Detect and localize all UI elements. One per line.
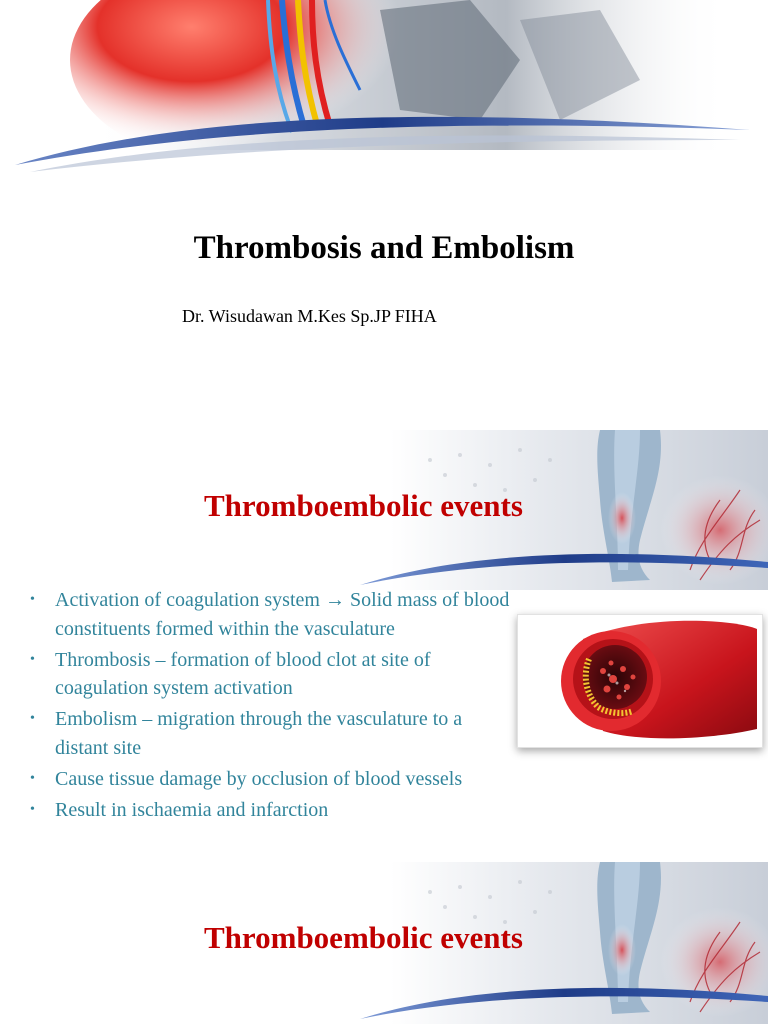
blood-vessel-image	[517, 614, 763, 748]
bullet-marker: •	[30, 592, 35, 607]
author-line: Dr. Wisudawan M.Kes Sp.JP FIHA	[182, 306, 437, 326]
bullet-marker: •	[30, 651, 35, 667]
thromboembolic-slide	[0, 430, 768, 855]
title-slide	[0, 0, 768, 410]
slide-heading: Thromboembolic events	[204, 488, 523, 523]
list-item: • Cause tissue damage by occlusion of blood vessels	[30, 765, 520, 794]
thromboembolic-slide-2	[0, 862, 768, 1024]
slide-heading: Thromboembolic events	[204, 920, 523, 955]
bullet-marker: •	[30, 770, 35, 786]
bullet-list	[30, 586, 520, 827]
bullet-marker: •	[30, 801, 35, 817]
list-item: • Result in ischaemia and infarction	[30, 796, 520, 825]
list-item: • Thrombosis – formation of blood clot at site of coagulation system activation	[30, 646, 520, 703]
page-title: Thrombosis and Embolism	[193, 230, 575, 266]
heart-anatomy-banner-icon	[0, 0, 768, 180]
blood-vessel-clot-icon	[523, 619, 757, 743]
bullet-marker: •	[30, 711, 35, 726]
list-item: • Activation of coagulation system → Solid mass of blood constituents formed within the vasculature	[30, 586, 520, 643]
list-item: • Embolism – migration through the vasculature to a distant site	[30, 705, 520, 762]
